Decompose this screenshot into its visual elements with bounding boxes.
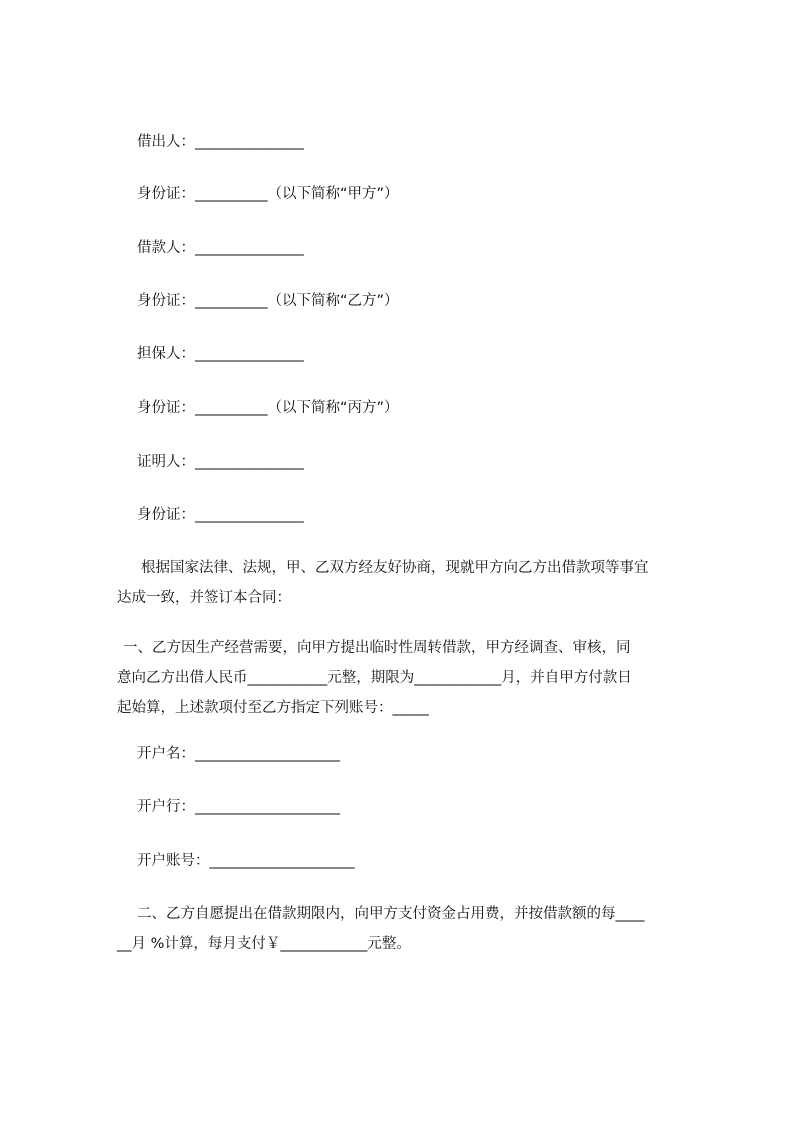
account-name-line <box>137 744 340 764</box>
account-bank-label: 开户行： <box>137 799 195 815</box>
clause-2 <box>117 899 713 959</box>
clause-1-line-1: 一、乙方因生产经营需要，向甲方提出临时性周转借款，甲方经调查、审核，同 <box>123 640 631 656</box>
clause-2-line-2: __月 %计算，每月支付￥____________元整。 <box>117 936 411 952</box>
borrower-label: 借款人： <box>137 240 195 256</box>
clause-1 <box>117 633 713 723</box>
borrower-line <box>137 238 304 258</box>
guarantor-blank: _______________ <box>195 346 304 362</box>
guarantor-id-blank: __________ <box>195 400 268 416</box>
account-bank-line <box>137 797 340 817</box>
witness-label: 证明人： <box>137 454 195 470</box>
clause-1-line-3: 起始算，上述款项付至乙方指定下列账号：_____ <box>117 700 429 716</box>
borrower-id-line <box>137 291 399 311</box>
clause-1-line-2: 意向乙方出借人民币___________元整，期限为____________月，并自甲方付款日 <box>117 670 632 686</box>
guarantor-line <box>137 344 304 364</box>
account-bank-blank: ____________________ <box>195 799 340 815</box>
witness-id-label: 身份证： <box>137 507 195 523</box>
account-name-blank: ____________________ <box>195 746 340 762</box>
guarantor-id-label: 身份证： <box>137 400 195 416</box>
account-name-label: 开户名： <box>137 746 195 762</box>
borrower-blank: _______________ <box>195 240 304 256</box>
guarantor-label: 担保人： <box>137 346 195 362</box>
guarantor-id-line <box>137 398 399 418</box>
witness-line <box>137 452 304 472</box>
borrower-id-note: （以下简称“乙方”） <box>267 293 399 309</box>
lender-id-note: （以下简称“甲方”） <box>267 186 399 202</box>
witness-id-line <box>137 505 304 525</box>
lender-label: 借出人： <box>137 134 195 150</box>
account-number-line <box>137 851 355 871</box>
lender-id-line <box>137 184 399 204</box>
borrower-id-blank: __________ <box>195 293 268 309</box>
lender-id-blank: __________ <box>195 186 268 202</box>
intro-line-1: 根据国家法律、法规，甲、乙双方经友好协商，现就甲方向乙方出借款项等事宜 <box>141 560 649 576</box>
witness-blank: _______________ <box>195 454 304 470</box>
clause-2-line-1: 二、乙方自愿提出在借款期限内，向甲方支付资金占用费，并按借款额的每____ <box>137 906 645 922</box>
borrower-id-label: 身份证： <box>137 293 195 309</box>
account-number-label: 开户账号： <box>137 853 210 869</box>
lender-blank: _______________ <box>195 134 304 150</box>
lender-line <box>137 132 304 152</box>
guarantor-id-note: （以下简称“丙方”） <box>267 400 399 416</box>
intro-paragraph <box>117 553 713 613</box>
witness-id-blank: _______________ <box>195 507 304 523</box>
intro-line-2: 达成一致，并签订本合同： <box>117 590 291 606</box>
lender-id-label: 身份证： <box>137 186 195 202</box>
account-number-blank: ____________________ <box>209 853 355 869</box>
